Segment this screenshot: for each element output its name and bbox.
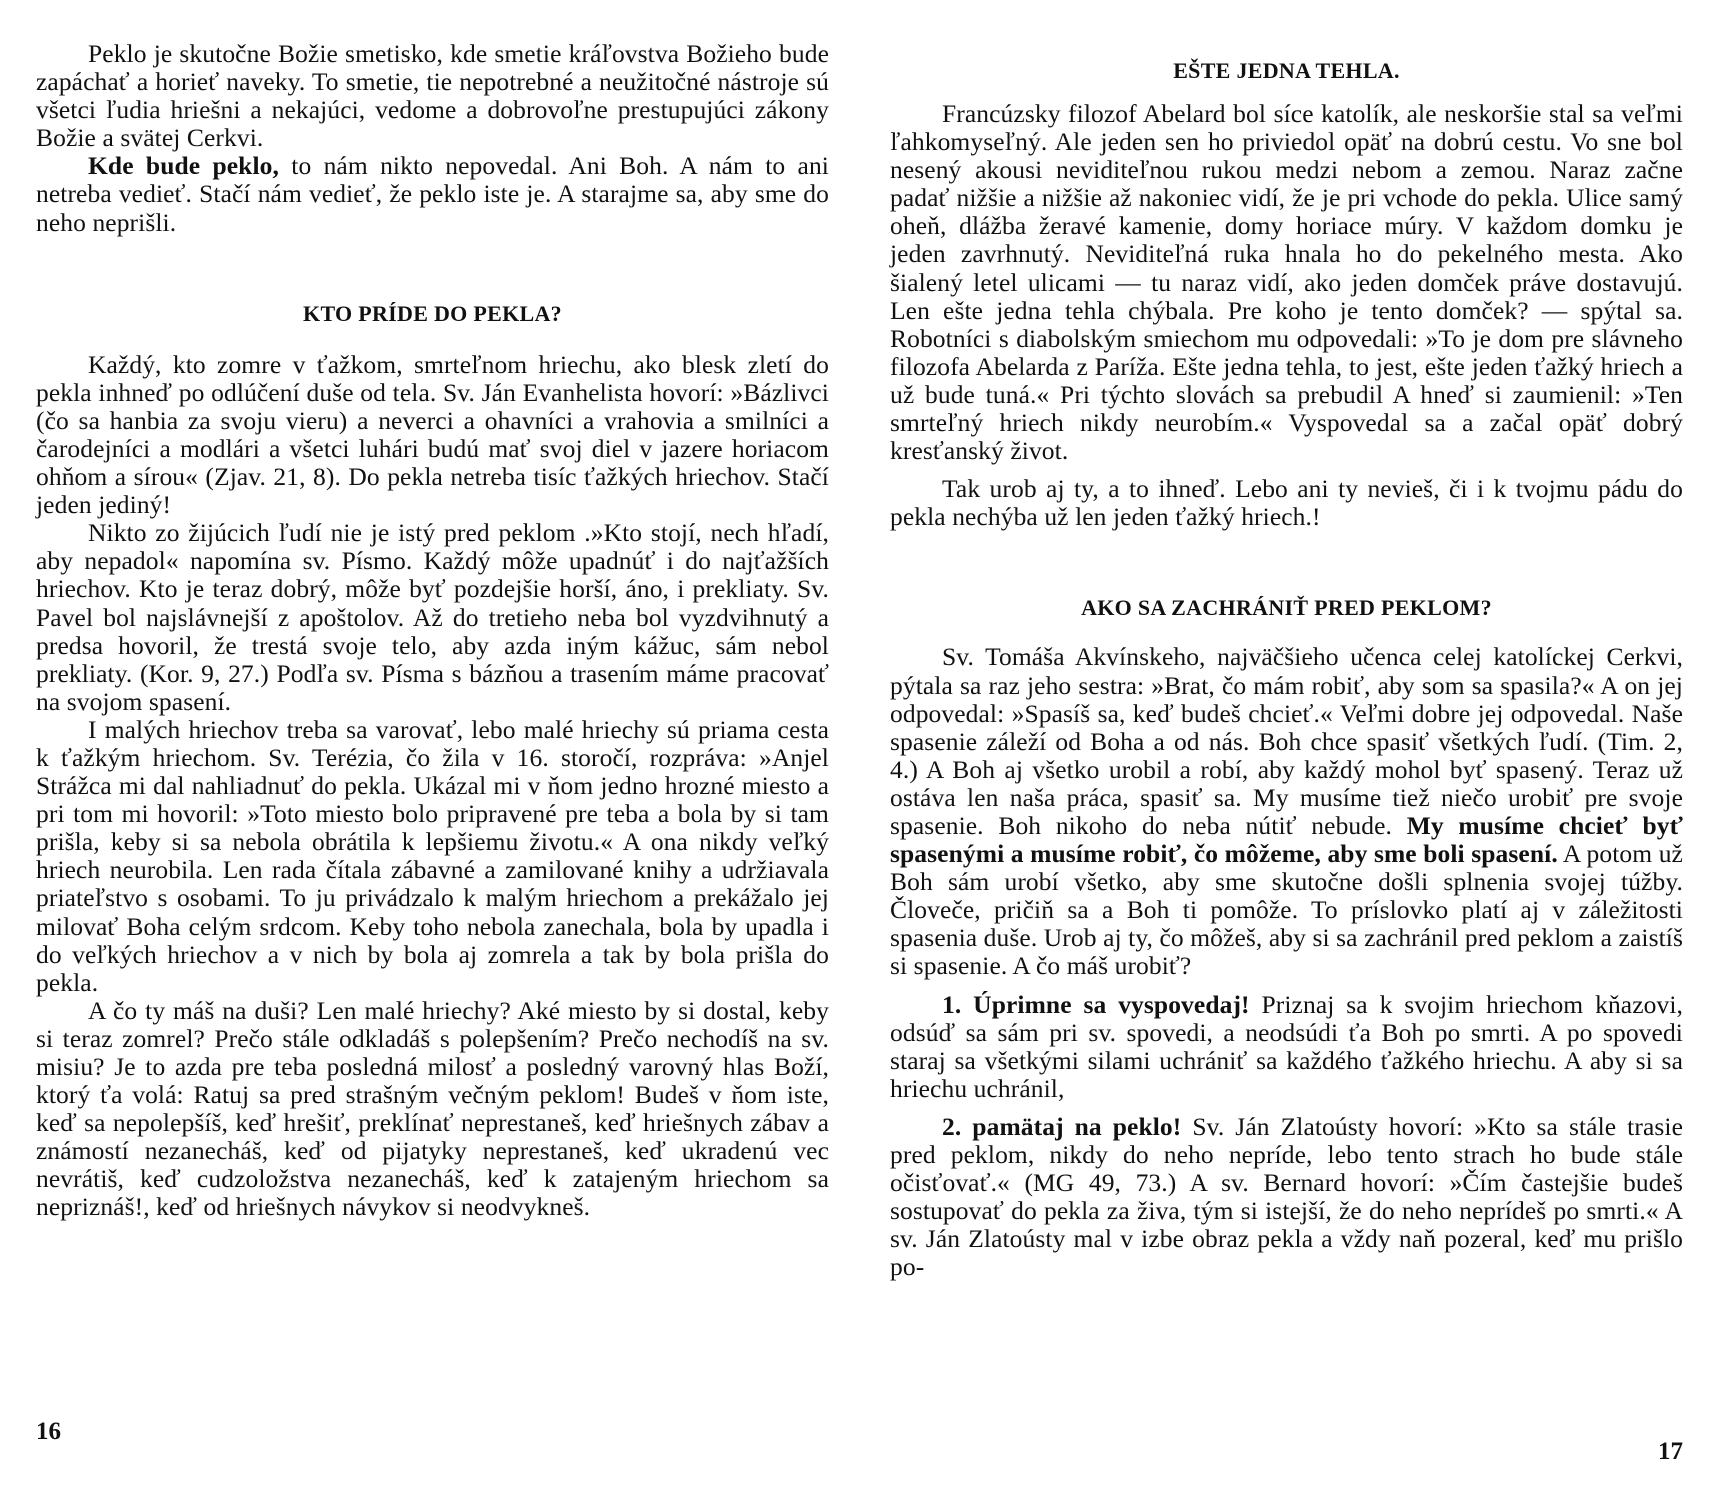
- heading-kto-pride-do-pekla: KTO PRÍDE DO PEKLA?: [303, 300, 562, 326]
- story-paragraph: Francúzsky filozof Abelard bol síce katolík, ale neskoršie stal sa veľmi ľahkomyseľný. Ale jeden sen ho priviedol opäť na dobrú cestu. Vo sne bol nesený akousi neviditeľnou rukou medzi nebom a zemou. Naraz začne padať nižšie a nižšie až nakoniec vidí, že je pri vchode do pekla. Ulice samý oheň, dlážba žeravé kamenie, domy horiace múry. V každom domku je jeden zavrhnutý. Neviditeľná ruka hnala ho do pekelného mesta. Ako šialený letel ulicami — tu naraz vidí, ako jeden domček práve dostavujú. Len ešte jedna tehla chýbala. Pre koho je tento domček? — spýtal sa. Robotníci s diabolským smiechom mu odpovedali: »To je dom pre slávneho filozofa Abelarda z Paríža. Ešte jedna tehla, to jest, ešte jeden ťažký hriech a už bude tuná.« Pri týchto slovách sa prebudil A hneď si zaumienil: »Ten smrteľný hriech nikdy neurobím.« Vyspovedal sa a začal opäť dobrý kresťanský život.: [890, 99, 1683, 466]
- salvation-paragraph-bold: My musíme chcieť byť spasenými a musíme robiť, čo môžeme, aby sme boli spasení.: [890, 810, 1683, 869]
- intro-paragraph-2-bold: Kde bude peklo,: [88, 151, 279, 181]
- paragraph-2: Nikto zo žijúcich ľudí nie je istý pred peklom .»Kto stojí, nech hľadí, aby nepadol« napomína sv. Písmo. Každý môže upadnúť i do najťažších hriechov. Kto je teraz dobrý, môže byť pozdejšie horší, áno, i prekliaty. Sv. Pavel bol najslávnejší z apoštolov. Až do tretieho neba bol vyzdvihnutý a predsa hovoril, že trestá svoje telo, aby azda iným kážuc, sám nebol prekliaty. (Kor. 9, 27.) Podľa sv. Písma s bázňou a trasením máme pracovať na svojom spasení.: [36, 518, 829, 716]
- item-1-bold: 1. Úprimne sa vyspovedaj!: [942, 989, 1250, 1019]
- intro-paragraph-2: [36, 152, 829, 236]
- right-page-text: [890, 58, 1683, 1281]
- page-number-right: 17: [1658, 1438, 1683, 1465]
- exhortation-paragraph: Tak urob aj ty, a to ihneď. Lebo ani ty nevieš, či i k tvojmu pádu do pekla nechýba už len jeden ťažký hriech.!: [890, 474, 1683, 532]
- paragraph-3: I malých hriechov treba sa varovať, lebo malé hriechy sú priama cesta k ťažkým hriechom. Sv. Terézia, čo žila v 16. storočí, rozpráva: »Anjel Strážca mi dal nahliadnuť do pekla. Ukázal mi v ňom jedno hrozné miesto a pri tom mi hovoril: »Toto miesto bolo pripravené pre teba a bola by si tam prišla, keby si sa nebola obrátila k lepšiemu životu.« A ona nikdy veľký hriech neurobila. Len rada čítala zábavné a zamilované knihy a udržiavala priateľstvo s osobami. To ju privádzalo k malým hriechom a prekážalo jej milovať Boha celým srdcom. Keby toho nebola zanechala, bola by upadla i do veľkých hriechov a v nich by bola aj zomrela a tak by bola prišla do pekla.: [36, 714, 829, 997]
- item-2-text: Sv. Ján Zlatoústy hovorí: »Kto sa stále trasie pred peklom, nikdy do neho nepríde, lebo tento strach ho bude stále očisťovať.« (MG 49, 73.) A sv. Bernard hovorí: »Čím častejšie budeš sostupovať do pekla za živa, tým si istejší, že do neho neprídeš po smrti.« A sv. Ján Zlatoústy mal v izbe obraz pekla a vždy naň pozeral, keď mu prišlo po-: [890, 1111, 1683, 1282]
- right-page: [890, 0, 1683, 1500]
- page-number-left: 16: [36, 1418, 61, 1445]
- item-1-text: Priznaj sa k svojim hriechom kňazovi, odsúď sa sám pri sv. spovedi, a neodsúdi ťa Boh po smrti. A po spovedi staraj sa všetkými silami uchrániť sa každého ťažkého hriechu. A aby si sa hriechu uchránil,: [890, 989, 1683, 1103]
- item-2-bold: 2. pamätaj na peklo!: [942, 1111, 1182, 1141]
- heading-ako-sa-zachranit: AKO SA ZACHRÁNIŤ PRED PEKLOM?: [1081, 595, 1492, 621]
- left-page: [36, 0, 829, 1500]
- salvation-paragraph-start: Sv. Tomáša Akvínskeho, najväčšieho učenca celej katolíckej Cerkvi, pýtala sa raz jeho sestra: »Brat, čo mám robiť, aby som sa spasila?« A on jej odpovedal: »Spasíš sa, keď budeš chcieť.« Veľmi dobre jej odpovedal. Naše spasenie záleží od Boha a od nás. Boh chce spasiť všetkých ľudí. (Tim. 2, 4.) A Boh aj všetko urobil a robí, aby každý mohol byť spasený. Teraz už ostáva len naša práca, spasiť sa. My musíme tiež niečo urobiť pre svoje spasenie. Boh nikoho do neba nútiť nebude.: [890, 642, 1683, 840]
- paragraph-1: Každý, kto zomre v ťažkom, smrteľnom hriechu, ako blesk zletí do pekla inhneď po odlúčení duše od tela. Sv. Ján Evanhelista hovorí: »Bázlivci (čo sa hanbia za svoju vieru) a neverci a ohavníci a vrahovia a smilníci a čarodejníci a modlári a všetci luhári budú mať svoj diel v jazere horiacom ohňom a sírou« (Zjav. 21, 8). Do pekla netreba tisíc ťažkých hriechov. Stačí jeden jediný!: [36, 349, 829, 520]
- left-page-text: [36, 40, 829, 1222]
- heading-este-jedna-tehla: EŠTE JEDNA TEHLA.: [1173, 58, 1400, 83]
- intro-paragraph-2-text: to nám nikto nepovedal. Ani Boh. A nám to ani netreba vedieť. Stačí nám vedieť, že peklo iste je. A starajme sa, aby sme do neho neprišli.: [36, 151, 829, 237]
- paragraph-4: A čo ty máš na duši? Len malé hriechy? Aké miesto by si dostal, keby si teraz zomrel? Prečo stále odkladáš s polepšením? Prečo nechodíš na sv. misiu? Je to azda pre teba posledná milosť a posledný varovný hlas Boží, ktorý ťa volá: Ratuj sa pred strašným večným peklom! Budeš v ňom iste, keď sa nepolepšíš, keď hrešiť, preklínať neprestaneš, keď hriešnych zábav a známostí nezanecháš, keď od pijatyky neprestaneš, keď ukradenú vec nevrátiš, keď cudzoložstva nezanecháš, keď k zatajeným hriechom sa nepriznáš!, keď od hriešnych návykov si neodvykneš.: [36, 995, 829, 1222]
- intro-paragraph-1: Peklo je skutočne Božie smetisko, kde smetie kráľovstva Božieho bude zapáchať a horieť naveky. To smetie, tie nepotrebné a neužitočné nástroje sú všetci ľudia hriešni a nekajúci, vedome a dobrovoľne prestupujúci zákony Božie a svätej Cerkvi.: [36, 39, 829, 153]
- item-1-paragraph: [890, 991, 1683, 1103]
- item-2-paragraph: [890, 1113, 1683, 1282]
- salvation-paragraph: [890, 643, 1683, 980]
- salvation-paragraph-end: A potom už Boh sám urobí všetko, aby sme skutočne došli splnenia svojej túžby. Človeče, pričiň sa a Boh ti pomôže. To príslovko platí aj v záležitosti spasenia duše. Urob aj ty, čo môžeš, aby si sa zachránil pred peklom a zaistíš si spasenie. A čo máš urobiť?: [890, 839, 1683, 981]
